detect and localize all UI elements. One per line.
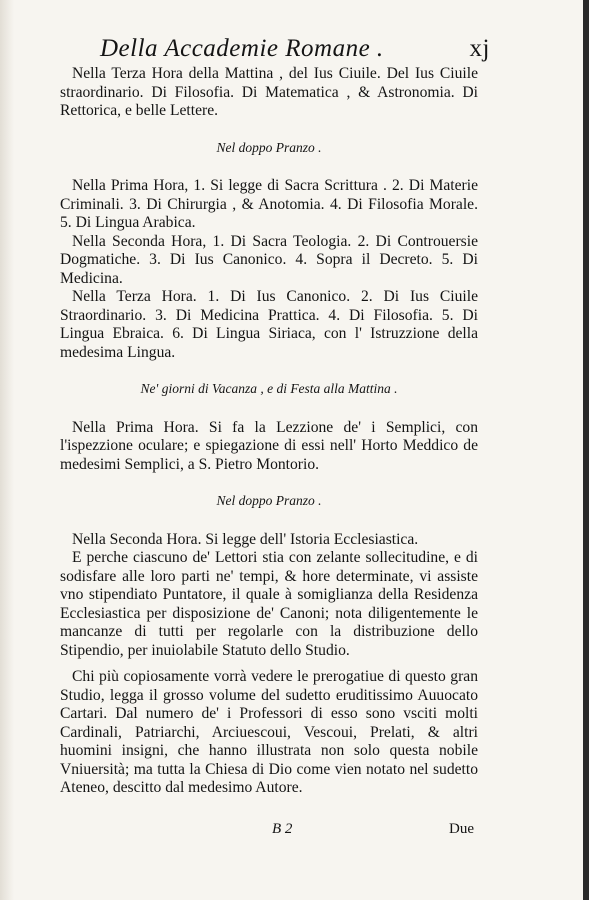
paragraph: Nella Seconda Hora. Si legge dell' Istoria Ecclesiastica. xyxy=(72,530,419,548)
paragraph: Nella Terza Hora della Mattina , del Ius Ciuile. Del Ius Ciuile straordinario. Di Filosofia. Di Matematica , & Astronomia. Di Rettorica, e belle Lettere. xyxy=(60,65,478,119)
section-heading: Nel doppo Pranzo . xyxy=(216,493,322,508)
page-header xyxy=(100,34,490,64)
section-heading: Nel doppo Pranzo . xyxy=(216,139,322,155)
paragraph: Nella Prima Hora. Si fa la Lezzione de' i Semplici, con l'ispezzione oculare; e spiegazione di essi nell' Horto Meddico de medesimi Semplici, a S. Pietro Montorio. xyxy=(60,418,478,473)
catchword: Due xyxy=(449,821,474,837)
paragraph: Nella Seconda Hora, 1. Di Sacra Teologia. 2. Di Controuersie Dogmatiche. 3. Di Ius Canonico. 4. Sopra il Decreto. 5. Di Medicina. xyxy=(60,232,478,287)
section-heading: Ne' giorni di Vacanza , e di Festa alla Mattina . xyxy=(140,381,398,396)
page-number: xj xyxy=(469,35,490,62)
paragraph: Nella Terza Hora. 1. Di Ius Canonico. 2. Di Ius Ciuile Straordinario. 3. Di Medicina Prattica. 4. Di Filosofia. 5. Di Lingua Ebraica. 6. Di Lingua Siriaca, con l' Istruzzione della medesima Lingua. xyxy=(60,288,478,361)
paragraph: E perche ciascuno de' Lettori stia con zelante sollecitudine, e di sodisfare alle loro parti ne' tempi, & hore determinate, vi assiste vno stipendiato Puntatore, il quale à somiglianza della Residenza Ecclesiastica per disposizione de' Canoni; nota diligentemente le mancanze di tutti per regolarle con la distribuzione dello Stipendio, per inuiolabile Statuto dello Studio. xyxy=(60,549,478,659)
running-title: Della Accademie Romane . xyxy=(100,35,384,62)
body-text xyxy=(60,65,478,798)
paragraph: Chi più copiosamente vorrà vedere le prerogatiue di questo gran Studio, legga il grosso volume del sudetto eruditissimo Auuocato Cartari. Dal numero de' i Professori di esso sono vsciti molti Cardinali, Patriarchi, Arciuescoui, Vescoui, Prelati, & altri huomini insigni, che hanno illustrata non solo questa nobile Vniuersità; ma tutta la Chiesa di Dio come vien notato nel sudetto Ateneo, descitto dal medesimo Autore. xyxy=(60,668,478,796)
paragraph: Nella Prima Hora, 1. Si legge di Sacra Scrittura . 2. Di Materie Criminali. 3. Di Chirurgia , & Anotomia. 4. Di Filosofia Morale. 5. Di Lingua Arabica. xyxy=(60,177,478,231)
signature-mark: B 2 xyxy=(272,821,293,837)
